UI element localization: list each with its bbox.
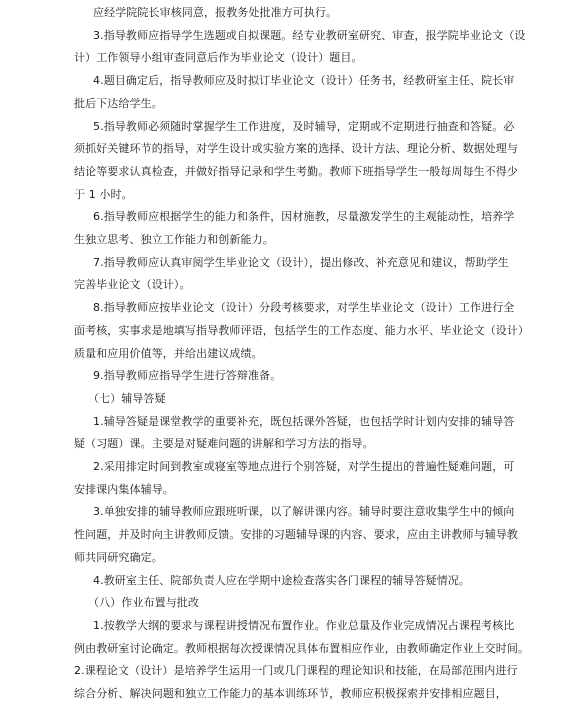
- paragraph-line: 4.教研室主任、院部负责人应在学期中途检查落实各门课程的辅导答疑情况。: [93, 573, 470, 587]
- paragraph-line: 疑（习题）课。主要是对疑难问题的讲解和学习方法的指导。: [74, 437, 374, 451]
- paragraph-line: 师共同研究确定。: [74, 550, 163, 564]
- paragraph-line: 3.指导教师应指导学生选题或自拟课题。经专业教研室研究、审查，报学院毕业论文（设: [93, 28, 526, 42]
- paragraph-line: 面考核，实事求是地填写指导教师评语，包括学生的工作态度、能力水平、毕业论文（设计）: [74, 323, 530, 337]
- paragraph-line: 于 1 小时。: [74, 187, 133, 201]
- paragraph-line: 2.课程论文（设计）是培养学生运用一门或几门课程的理论知识和技能，在局部范围内进行: [74, 664, 518, 678]
- paragraph-line: 1.辅导答疑是课堂教学的重要补充，既包括课外答疑，也包括学时计划内安排的辅导答: [93, 414, 515, 428]
- paragraph-line: 安排课内集体辅导。: [74, 482, 174, 496]
- paragraph-line: 性问题，并及时向主讲教师反馈。安排的习题辅导课的内容、要求，应由主讲教师与辅导教: [74, 528, 518, 542]
- paragraph-line: 5.指导教师必须随时掌握学生工作进度，及时辅导，定期或不定期进行抽查和答疑。必: [93, 119, 515, 133]
- paragraph-line: 例由教研室讨论确定。教师根据每次授课情况具体布置相应作业，由教师确定作业上交时间。: [74, 641, 530, 655]
- paragraph-line: 6.指导教师应根据学生的能力和条件，因材施教，尽量激发学生的主观能动性，培养学: [93, 210, 515, 224]
- paragraph-line: 批后下达给学生。: [74, 96, 163, 110]
- paragraph-line: 1.按教学大纲的要求与课程讲授情况布置作业。作业总量及作业完成情况占课程考核比: [93, 618, 515, 632]
- paragraph-line: 质量和应用价值等，并给出建议成绩。: [74, 346, 263, 360]
- paragraph-line: 2.采用排定时间到教室或寝室等地点进行个别答疑，对学生提出的普遍性疑难问题，可: [93, 460, 515, 473]
- section-heading: （八）作业布置与批改: [88, 596, 199, 610]
- paragraph-line: 8.指导教师应按毕业论文（设计）分段考核要求，对学生毕业论文（设计）工作进行全: [93, 301, 515, 315]
- paragraph-line: 4.题目确定后，指导教师应及时拟订毕业论文（设计）任务书，经教研室主任、院长审: [93, 74, 515, 88]
- paragraph-line: 应经学院院长审核同意，报教务处批准方可执行。: [93, 6, 338, 19]
- paragraph-line: 须抓好关键环节的指导，对学生设计或实验方案的选择、设计方法、理论分析、数据处理与: [74, 142, 518, 156]
- section-heading: （七）辅导答疑: [88, 391, 166, 405]
- paragraph-line: 3.单独安排的辅导教师应跟班听课，以了解讲课内容。辅导时要注意收集学生中的倾向: [93, 505, 515, 519]
- paragraph-line: 计）工作领导小组审查同意后作为毕业论文（设计）题目。: [74, 51, 363, 65]
- paragraph-line: 生独立思考、独立工作能力和创新能力。: [74, 233, 274, 246]
- paragraph-line: 完善毕业论文（设计）。: [74, 278, 191, 292]
- paragraph-line: 9.指导教师应指导学生进行答辩准备。: [93, 369, 282, 383]
- paragraph-line: 7.指导教师应认真审阅学生毕业论文（设计），提出修改、补充意见和建议，帮助学生: [93, 255, 509, 269]
- paragraph-line: 综合分析、解决问题和独立工作能力的基本训练环节，教师应积极探索并安排相应题目，: [74, 687, 507, 700]
- paragraph-line: 结论等要求认真检查，并做好指导记录和学生考勤。教师下班指导学生一般每周每生不得少: [74, 164, 518, 178]
